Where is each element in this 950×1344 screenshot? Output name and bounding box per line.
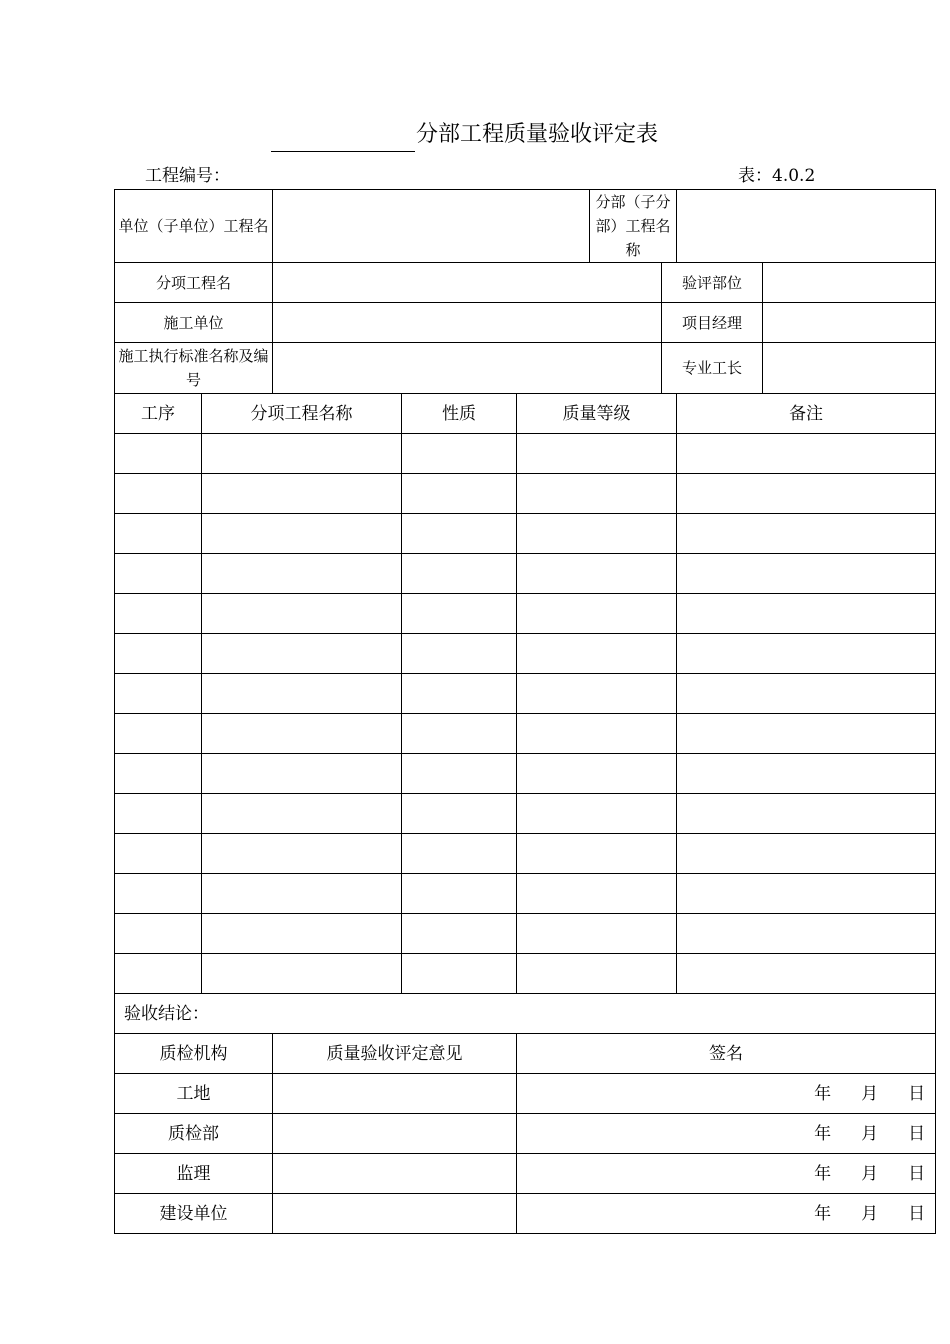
year-label: 年	[814, 1203, 832, 1224]
sub-project-value[interactable]	[677, 190, 936, 263]
process-cell[interactable]	[115, 554, 202, 594]
unit-project-label: 单位（子单位）工程名	[115, 190, 273, 263]
page-title: 分部工程质量验收评定表	[416, 122, 659, 147]
item-name-cell[interactable]	[202, 714, 402, 754]
item-name-cell[interactable]	[202, 474, 402, 514]
quality-grade-cell[interactable]	[517, 714, 677, 754]
process-cell[interactable]	[115, 674, 202, 714]
table-row	[115, 954, 936, 994]
inspection-org-name: 监理	[115, 1154, 273, 1194]
item-name-cell[interactable]	[202, 794, 402, 834]
quality-grade-cell[interactable]	[517, 754, 677, 794]
process-cell[interactable]	[115, 754, 202, 794]
nature-cell[interactable]	[402, 514, 517, 554]
project-manager-value[interactable]	[763, 303, 936, 343]
table-row	[115, 674, 936, 714]
item-name-cell[interactable]	[202, 554, 402, 594]
nature-cell[interactable]	[402, 714, 517, 754]
month-label: 月	[861, 1203, 879, 1224]
signature-cell[interactable]	[517, 1194, 936, 1234]
process-cell[interactable]	[115, 874, 202, 914]
day-label: 日	[908, 1083, 926, 1104]
table-row	[115, 434, 936, 474]
item-name-cell[interactable]	[202, 954, 402, 994]
nature-cell[interactable]	[402, 794, 517, 834]
nature-cell[interactable]	[402, 834, 517, 874]
process-cell[interactable]	[115, 714, 202, 754]
nature-cell[interactable]	[402, 754, 517, 794]
month-label: 月	[861, 1083, 879, 1104]
item-project-label: 分项工程名	[115, 263, 273, 303]
inspection-row	[115, 1194, 936, 1234]
table-row	[115, 914, 936, 954]
process-cell[interactable]	[115, 434, 202, 474]
year-label: 年	[814, 1163, 832, 1184]
table-row	[115, 634, 936, 674]
process-cell[interactable]	[115, 634, 202, 674]
col-header-item-name: 分项工程名称	[202, 394, 402, 434]
signature-date	[517, 1202, 935, 1226]
item-name-cell[interactable]	[202, 434, 402, 474]
item-name-cell[interactable]	[202, 634, 402, 674]
nature-cell[interactable]	[402, 914, 517, 954]
quality-grade-cell[interactable]	[517, 514, 677, 554]
process-cell[interactable]	[115, 514, 202, 554]
item-name-cell[interactable]	[202, 914, 402, 954]
item-name-cell[interactable]	[202, 874, 402, 914]
quality-grade-cell[interactable]	[517, 554, 677, 594]
conclusion-label: 验收结论：	[115, 994, 936, 1034]
evaluation-form-table	[114, 189, 936, 1234]
item-name-cell[interactable]	[202, 594, 402, 634]
item-name-cell[interactable]	[202, 674, 402, 714]
item-name-cell[interactable]	[202, 754, 402, 794]
inspection-row	[115, 1114, 936, 1154]
col-header-process: 工序	[115, 394, 202, 434]
project-manager-label: 项目经理	[662, 303, 763, 343]
nature-cell[interactable]	[402, 674, 517, 714]
process-cell[interactable]	[115, 914, 202, 954]
signature-date	[517, 1162, 935, 1186]
col-header-remarks: 备注	[677, 394, 936, 434]
quality-grade-cell[interactable]	[517, 434, 677, 474]
opinion-cell[interactable]	[273, 1074, 517, 1114]
month-label: 月	[861, 1163, 879, 1184]
item-name-cell[interactable]	[202, 834, 402, 874]
nature-cell[interactable]	[402, 594, 517, 634]
quality-grade-cell[interactable]	[517, 794, 677, 834]
table-row	[115, 594, 936, 634]
standard-label: 施工执行标准名称及编号	[115, 343, 273, 394]
signature-header: 签名	[517, 1034, 936, 1074]
signature-cell[interactable]	[517, 1154, 936, 1194]
nature-cell[interactable]	[402, 474, 517, 514]
remarks-cell[interactable]	[677, 714, 936, 754]
table-row	[115, 834, 936, 874]
standard-value[interactable]	[273, 343, 662, 394]
opinion-cell[interactable]	[273, 1114, 517, 1154]
table-row	[115, 874, 936, 914]
quality-grade-cell[interactable]	[517, 474, 677, 514]
day-label: 日	[908, 1203, 926, 1224]
project-number-label: 工程编号：	[145, 166, 230, 186]
quality-grade-cell[interactable]	[517, 914, 677, 954]
remarks-cell[interactable]	[677, 594, 936, 634]
remarks-cell[interactable]	[677, 834, 936, 874]
process-cell[interactable]	[115, 474, 202, 514]
title-blank-line	[271, 151, 415, 152]
signature-date	[517, 1122, 935, 1146]
construction-unit-label: 施工单位	[115, 303, 273, 343]
table-row	[115, 474, 936, 514]
inspection-org-name: 工地	[115, 1074, 273, 1114]
month-label: 月	[861, 1123, 879, 1144]
sub-project-label: 分部（子分部）工程名称	[590, 190, 677, 263]
process-cell[interactable]	[115, 594, 202, 634]
day-label: 日	[908, 1123, 926, 1144]
table-row	[115, 554, 936, 594]
signature-cell[interactable]	[517, 1074, 936, 1114]
remarks-cell[interactable]	[677, 874, 936, 914]
quality-grade-cell[interactable]	[517, 874, 677, 914]
quality-grade-cell[interactable]	[517, 834, 677, 874]
quality-grade-cell[interactable]	[517, 594, 677, 634]
signature-cell[interactable]	[517, 1114, 936, 1154]
remarks-cell[interactable]	[677, 674, 936, 714]
eval-part-label: 验评部位	[662, 263, 763, 303]
inspection-org-name: 建设单位	[115, 1194, 273, 1234]
unit-project-value[interactable]	[273, 190, 590, 263]
nature-cell[interactable]	[402, 874, 517, 914]
remarks-cell[interactable]	[677, 754, 936, 794]
table-row	[115, 794, 936, 834]
remarks-cell[interactable]	[677, 794, 936, 834]
signature-date	[517, 1082, 935, 1106]
form-number: 表：4.0.2	[738, 166, 816, 186]
opinion-cell[interactable]	[273, 1154, 517, 1194]
opinion-cell[interactable]	[273, 1194, 517, 1234]
year-label: 年	[814, 1083, 832, 1104]
quality-grade-cell[interactable]	[517, 674, 677, 714]
col-header-quality-grade: 质量等级	[517, 394, 677, 434]
remarks-cell[interactable]	[677, 954, 936, 994]
nature-cell[interactable]	[402, 554, 517, 594]
year-label: 年	[814, 1123, 832, 1144]
construction-unit-value[interactable]	[273, 303, 662, 343]
remarks-cell[interactable]	[677, 554, 936, 594]
quality-grade-cell[interactable]	[517, 634, 677, 674]
opinion-header: 质量验收评定意见	[273, 1034, 517, 1074]
table-row	[115, 754, 936, 794]
foreman-label: 专业工长	[662, 343, 763, 394]
table-row	[115, 714, 936, 754]
process-cell[interactable]	[115, 794, 202, 834]
remarks-cell[interactable]	[677, 434, 936, 474]
day-label: 日	[908, 1163, 926, 1184]
nature-cell[interactable]	[402, 434, 517, 474]
item-project-value[interactable]	[273, 263, 662, 303]
item-name-cell[interactable]	[202, 514, 402, 554]
remarks-cell[interactable]	[677, 514, 936, 554]
inspection-row	[115, 1154, 936, 1194]
nature-cell[interactable]	[402, 954, 517, 994]
foreman-value[interactable]	[763, 343, 936, 394]
remarks-cell[interactable]	[677, 474, 936, 514]
col-header-nature: 性质	[402, 394, 517, 434]
table-row	[115, 514, 936, 554]
inspection-org-name: 质检部	[115, 1114, 273, 1154]
remarks-cell[interactable]	[677, 634, 936, 674]
remarks-cell[interactable]	[677, 914, 936, 954]
nature-cell[interactable]	[402, 634, 517, 674]
inspection-row	[115, 1074, 936, 1114]
process-cell[interactable]	[115, 954, 202, 994]
inspection-org-header: 质检机构	[115, 1034, 273, 1074]
eval-part-value[interactable]	[763, 263, 936, 303]
quality-grade-cell[interactable]	[517, 954, 677, 994]
process-cell[interactable]	[115, 834, 202, 874]
